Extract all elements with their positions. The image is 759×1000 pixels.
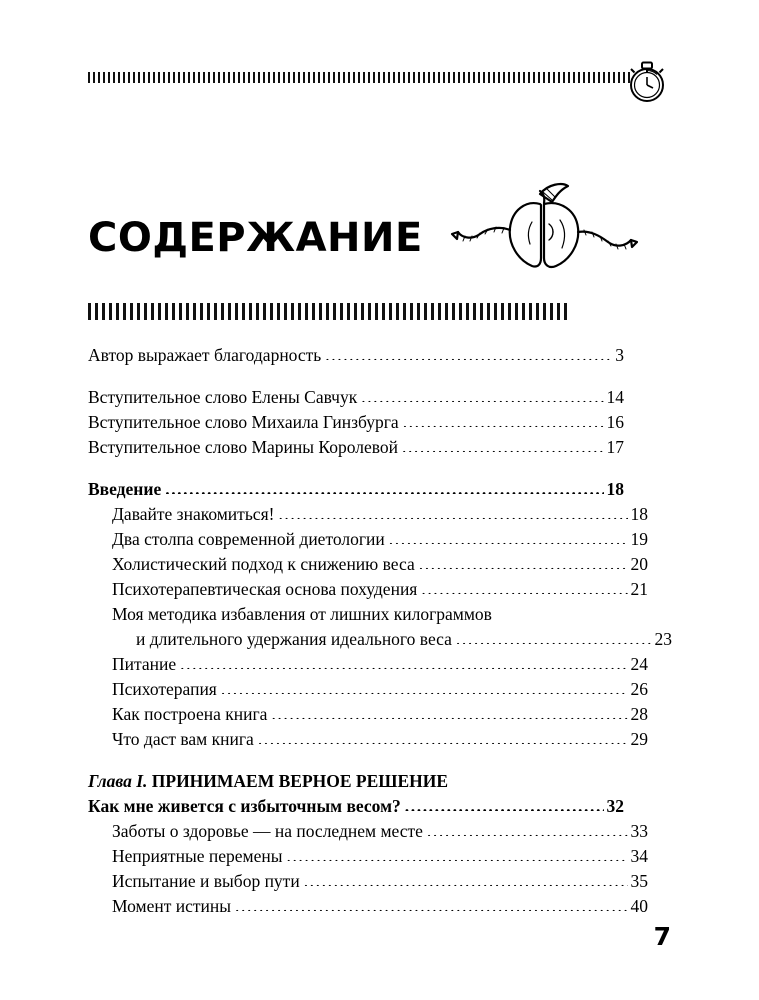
toc-entry-page: 40	[630, 896, 648, 916]
toc-leader	[456, 627, 652, 645]
toc-group-chapter-1	[88, 769, 648, 919]
toc-entry-page: 32	[606, 796, 624, 816]
spacer	[88, 368, 624, 385]
toc-entry[interactable]	[88, 527, 648, 552]
title-dashed-rule	[88, 303, 568, 320]
toc-entry[interactable]	[88, 602, 648, 627]
toc-entry-page: 3	[615, 345, 624, 365]
toc-entry-label: Два столпа современной диетологии	[112, 529, 385, 549]
toc-entry[interactable]	[88, 869, 648, 894]
table-of-contents	[88, 343, 672, 919]
toc-leader	[221, 677, 628, 695]
toc-leader	[496, 602, 645, 620]
stopwatch-icon	[623, 54, 671, 106]
toc-entry-label: Момент истины	[112, 896, 232, 916]
toc-entry-label: Что даст вам книга	[112, 729, 254, 749]
toc-entry-page: 29	[630, 729, 648, 749]
toc-entry-label: Холистический подход к снижению веса	[112, 554, 415, 574]
toc-entry[interactable]	[88, 385, 624, 410]
toc-entry-label: Психотерапевтическая основа похудения	[112, 579, 418, 599]
toc-entry-label: Вступительное слово Михаила Гинзбурга	[88, 412, 399, 432]
toc-entry-page: 35	[630, 871, 648, 891]
toc-entry[interactable]	[88, 410, 624, 435]
toc-leader	[258, 727, 628, 745]
toc-entry-page: 19	[630, 529, 648, 549]
toc-leader	[405, 794, 604, 812]
toc-leader	[403, 410, 604, 428]
chapter-heading	[88, 769, 624, 794]
toc-entry-label: Давайте знакомиться!	[112, 504, 275, 524]
toc-entry[interactable]	[88, 794, 624, 819]
toc-entry[interactable]	[88, 552, 648, 577]
chapter-number: Глава I.	[88, 771, 148, 791]
toc-leader	[389, 527, 628, 545]
toc-leader	[304, 869, 628, 887]
toc-leader	[325, 343, 612, 361]
chapter-name: ПРИНИМАЕМ ВЕРНОЕ РЕШЕНИЕ	[151, 771, 449, 791]
toc-entry-page: 33	[630, 821, 648, 841]
toc-entry-label: Заботы о здоровье — на последнем месте	[112, 821, 423, 841]
toc-entry-label: и длительного удержания идеального веса	[136, 629, 452, 649]
toc-leader	[419, 552, 628, 570]
toc-leader	[165, 477, 603, 495]
page-header	[88, 62, 671, 108]
toc-leader	[271, 702, 627, 720]
toc-entry[interactable]	[88, 502, 648, 527]
toc-entry[interactable]	[88, 577, 648, 602]
toc-entry[interactable]	[88, 727, 648, 752]
toc-entry[interactable]	[88, 702, 648, 727]
toc-group-forewords	[88, 385, 624, 460]
toc-entry[interactable]	[88, 819, 648, 844]
toc-entry-label: Вступительное слово Елены Савчук	[88, 387, 358, 407]
toc-entry-page: 24	[630, 654, 648, 674]
toc-group-introduction	[88, 477, 672, 752]
toc-entry[interactable]	[88, 677, 648, 702]
toc-entry-label: Питание	[112, 654, 177, 674]
toc-leader	[427, 819, 628, 837]
toc-entry[interactable]	[88, 894, 648, 919]
toc-entry[interactable]	[88, 477, 624, 502]
toc-entry-page: 28	[630, 704, 648, 724]
toc-entry-label: Вступительное слово Марины Королевой	[88, 437, 398, 457]
toc-entry-label: Психотерапия	[112, 679, 217, 699]
toc-entry-page: 14	[606, 387, 624, 407]
header-dashed-rule	[88, 72, 633, 83]
toc-entry-page: 18	[606, 479, 624, 499]
toc-leader	[180, 652, 627, 670]
toc-entry-page: 16	[606, 412, 624, 432]
page-number: 7	[653, 922, 671, 951]
toc-entry-label: Автор выражает благодарность	[88, 345, 322, 365]
toc-leader	[361, 385, 603, 403]
apple-with-measuring-tape-icon	[448, 178, 638, 288]
toc-entry[interactable]	[88, 652, 648, 677]
toc-leader	[286, 844, 627, 862]
toc-leader	[421, 577, 627, 595]
page-title: СОДЕРЖАНИЕ	[88, 215, 423, 261]
toc-entry-label: Введение	[88, 479, 162, 499]
toc-entry-label: Неприятные перемены	[112, 846, 283, 866]
toc-entry[interactable]	[88, 844, 648, 869]
toc-entry-page: 23	[654, 629, 672, 649]
spacer	[88, 752, 624, 769]
toc-leader	[235, 894, 627, 912]
toc-entry[interactable]	[88, 627, 672, 652]
toc-entry[interactable]	[88, 435, 624, 460]
toc-entry-page: 34	[630, 846, 648, 866]
toc-entry-page: 21	[630, 579, 648, 599]
toc-entry-label: Как построена книга	[112, 704, 268, 724]
toc-entry-page: 18	[630, 504, 648, 524]
spacer	[88, 460, 624, 477]
toc-leader	[278, 502, 627, 520]
toc-entry-page: 20	[630, 554, 648, 574]
toc-entry-label: Как мне живется с избыточным весом?	[88, 796, 401, 816]
toc-entry-page: 17	[606, 437, 624, 457]
toc-group-acknowledgements	[88, 343, 624, 368]
toc-entry-label: Испытание и выбор пути	[112, 871, 300, 891]
toc-entry[interactable]	[88, 343, 624, 368]
toc-entry-page: 26	[630, 679, 648, 699]
toc-entry-label: Моя методика избавления от лишних килограммов	[112, 604, 492, 624]
toc-leader	[402, 435, 604, 453]
